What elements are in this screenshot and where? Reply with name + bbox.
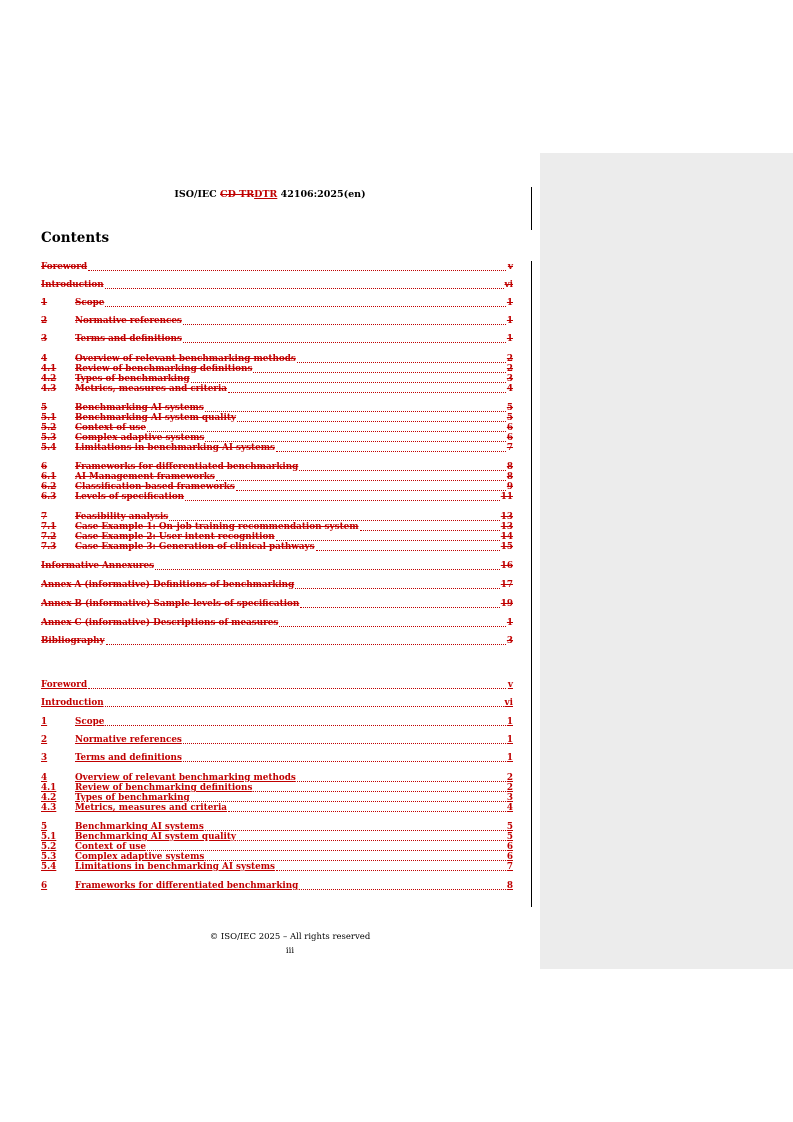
toc-entry-page: 2: [506, 783, 513, 793]
toc-entry-number: 7: [41, 512, 48, 522]
toc-leader-dots: [276, 450, 506, 452]
toc-entry-number: 6.3: [41, 492, 57, 502]
toc-entry-title: Levels of specification: [75, 492, 185, 502]
toc-entry-number: 4.2: [41, 793, 57, 803]
toc-entry-title: Scope: [75, 298, 105, 308]
toc-leader-dots: [88, 269, 506, 271]
toc-entry-title: Overview of relevant benchmarking methods: [75, 354, 296, 364]
toc-entry-page: 19: [500, 599, 513, 609]
toc-entry-number: 6: [41, 881, 48, 891]
toc-entry-number: 1: [41, 717, 48, 727]
toc-leader-dots: [295, 587, 500, 589]
toc-entry-page: 5: [506, 403, 513, 413]
toc-entry-number: 5.2: [41, 423, 57, 433]
toc-entry-title: Types of benchmarking: [75, 793, 190, 803]
toc-entry-title: Frameworks for differentiated benchmarking: [75, 881, 299, 891]
toc-entry-page: 6: [506, 423, 513, 433]
toc-entry-page: 15: [500, 542, 513, 552]
toc-entry-title: Foreword: [41, 262, 88, 272]
toc-entry-page: 13: [500, 512, 513, 522]
toc-entry-page: 5: [506, 822, 513, 832]
toc-entry-page: 2: [506, 354, 513, 364]
toc-leader-dots: [105, 305, 506, 307]
toc-entry[interactable]: [41, 490, 513, 503]
toc-entry-title: Benchmarking AI system quality: [75, 413, 237, 423]
toc-entry[interactable]: [41, 860, 513, 873]
toc-entry-title: Context of use: [75, 842, 146, 852]
toc-entry-title: Limitations in benchmarking AI systems: [75, 443, 275, 453]
toc-entry-number: 4.3: [41, 384, 57, 394]
toc-entry-page: 4: [506, 803, 513, 813]
toc-leader-dots: [105, 705, 504, 707]
toc-leader-dots: [279, 625, 506, 627]
toc-leader-dots: [316, 549, 500, 551]
toc-leader-dots: [183, 742, 506, 744]
toc-entry-title: Limitations in benchmarking AI systems: [75, 862, 275, 872]
toc-entry[interactable]: [41, 733, 513, 746]
toc-entry-page: v: [507, 262, 513, 272]
toc-entry-page: 11: [500, 492, 513, 502]
toc-entry[interactable]: [41, 634, 513, 647]
toc-entry-page: 1: [506, 334, 513, 344]
toc-entry-page: 9: [506, 482, 513, 492]
toc-leader-dots: [185, 499, 500, 501]
toc-entry-title: Metrics, measures and criteria: [75, 384, 227, 394]
toc-entry-title: Annex C (informative) Descriptions of measures: [41, 618, 279, 628]
toc-entry[interactable]: [41, 296, 513, 309]
toc-entry-page: 14: [500, 532, 513, 542]
toc-entry-page: 1: [506, 618, 513, 628]
toc-entry-number: 6.1: [41, 472, 57, 482]
toc-entry-number: 4: [41, 354, 48, 364]
toc-entry-number: 2: [41, 316, 48, 326]
toc-entry[interactable]: [41, 696, 513, 709]
toc-entry-page: 8: [506, 881, 513, 891]
toc-entry-number: 1: [41, 298, 48, 308]
toc-leader-dots: [88, 687, 506, 689]
toc-entry-title: Overview of relevant benchmarking methods: [75, 773, 296, 783]
toc-entry[interactable]: [41, 678, 513, 691]
toc-entry-title: Terms and definitions: [75, 753, 182, 763]
toc-entry-page: 8: [506, 462, 513, 472]
toc-entry-title: Types of benchmarking: [75, 374, 190, 384]
toc-entry-number: 3: [41, 753, 48, 763]
toc-entry-title: Benchmarking AI systems: [75, 822, 204, 832]
toc-leader-dots: [228, 810, 506, 812]
toc-leader-dots: [155, 568, 500, 570]
toc-entry[interactable]: [41, 597, 513, 610]
toc-entry[interactable]: [41, 801, 513, 814]
toc-entry-title: Review of benchmarking definitions: [75, 364, 253, 374]
toc-entry-number: 5.3: [41, 433, 57, 443]
header-inserted-text: DTR: [254, 189, 278, 200]
toc-entry-number: 3: [41, 334, 48, 344]
toc-entry-title: Normative references: [75, 316, 182, 326]
toc-entry-number: 4.2: [41, 374, 57, 384]
toc-entry-page: 6: [506, 433, 513, 443]
toc-entry-page: vi: [504, 280, 513, 290]
toc-entry-number: 7.1: [41, 522, 57, 532]
toc-entry-title: Feasibility analysis: [75, 512, 169, 522]
toc-entry-title: Introduction: [41, 698, 104, 708]
document-header: [0, 189, 540, 200]
toc-entry-number: 4.1: [41, 364, 57, 374]
toc-entry-page: 1: [506, 298, 513, 308]
toc-entry[interactable]: [41, 278, 513, 291]
toc-entry-title: Annex B (informative) Sample levels of specification: [41, 599, 300, 609]
toc-entry-page: 2: [506, 364, 513, 374]
contents-title: Contents: [41, 230, 110, 246]
toc-leader-dots: [300, 606, 499, 608]
toc-entry-page: 1: [506, 735, 513, 745]
toc-entry-number: 5.4: [41, 862, 57, 872]
toc-entry-page: 1: [506, 753, 513, 763]
toc-entry[interactable]: [41, 578, 513, 591]
toc-entry-number: 5.4: [41, 443, 57, 453]
toc-entry-title: Terms and definitions: [75, 334, 182, 344]
toc-entry-number: 5: [41, 403, 48, 413]
toc-entry-title: Context of use: [75, 423, 146, 433]
toc-entry-number: 5.3: [41, 852, 57, 862]
toc-entry-number: 5.2: [41, 842, 57, 852]
toc-entry-title: Benchmarking AI systems: [75, 403, 204, 413]
toc-entry-page: 6: [506, 842, 513, 852]
header-suffix: 42106:2025(en): [277, 189, 366, 200]
toc-entry-number: 4.1: [41, 783, 57, 793]
toc-leader-dots: [228, 391, 506, 393]
toc-entry[interactable]: [41, 260, 513, 273]
toc-entry-title: Benchmarking AI system quality: [75, 832, 237, 842]
toc-entry-number: 6: [41, 462, 48, 472]
toc-entry-number: 4.3: [41, 803, 57, 813]
toc-entry-number: 7.2: [41, 532, 57, 542]
header-prefix: ISO/IEC: [174, 189, 221, 200]
toc-entry-page: 8: [506, 472, 513, 482]
toc-entry-number: 7.3: [41, 542, 57, 552]
toc-entry-title: Annex A (informative) Definitions of benchmarking: [41, 580, 295, 590]
toc-leader-dots: [183, 323, 506, 325]
toc-entry[interactable]: [41, 715, 513, 728]
footer-copyright: © ISO/IEC 2025 – All rights reserved: [209, 932, 371, 942]
toc-entry-page: 16: [500, 561, 513, 571]
toc-entry[interactable]: [41, 314, 513, 327]
toc-entry[interactable]: [41, 616, 513, 629]
toc-entry[interactable]: [41, 540, 513, 553]
toc-entry-title: Complex adaptive systems: [75, 433, 205, 443]
toc-entry-page: 2: [506, 773, 513, 783]
toc-entry-title: Classification-based frameworks: [75, 482, 235, 492]
toc-entry-title: Informative Annexures: [41, 561, 155, 571]
change-bar: [531, 261, 532, 907]
toc-entry-page: 4: [506, 384, 513, 394]
toc-entry-page: 13: [500, 522, 513, 532]
toc-entry-page: 7: [506, 862, 513, 872]
toc-entry-title: Review of benchmarking definitions: [75, 783, 253, 793]
toc-entry-number: 6.2: [41, 482, 57, 492]
toc-entry-page: vi: [504, 698, 513, 708]
toc-entry-page: 7: [506, 443, 513, 453]
toc-entry-page: 3: [506, 374, 513, 384]
header-deleted-text: CD TR: [220, 189, 255, 200]
toc-leader-dots: [183, 760, 506, 762]
toc-entry-title: AI Management frameworks: [75, 472, 215, 482]
toc-entry-page: 17: [500, 580, 513, 590]
toc-entry[interactable]: [41, 751, 513, 764]
toc-leader-dots: [183, 341, 506, 343]
toc-entry-page: 3: [506, 793, 513, 803]
comment-pane: [540, 153, 793, 969]
toc-entry-page: 3: [506, 636, 513, 646]
footer-page-number: iii: [285, 946, 295, 956]
toc-entry-number: 5.1: [41, 413, 57, 423]
toc-entry[interactable]: [41, 559, 513, 572]
toc-entry-title: Frameworks for differentiated benchmarking: [75, 462, 299, 472]
toc-entry-title: Bibliography: [41, 636, 105, 646]
toc-entry[interactable]: [41, 441, 513, 454]
toc-entry-page: 5: [506, 413, 513, 423]
toc-entry-number: 2: [41, 735, 48, 745]
toc-entry-title: Case Example 1: On-job training recommendation system: [75, 522, 359, 532]
toc-entry-number: 5: [41, 822, 48, 832]
toc-leader-dots: [299, 888, 506, 890]
toc-entry-number: 4: [41, 773, 48, 783]
toc-entry[interactable]: [41, 382, 513, 395]
toc-entry-title: Normative references: [75, 735, 182, 745]
toc-entry-page: 1: [506, 316, 513, 326]
toc-entry[interactable]: [41, 332, 513, 345]
toc-entry-page: 1: [506, 717, 513, 727]
toc-entry-number: 5.1: [41, 832, 57, 842]
toc-leader-dots: [106, 643, 506, 645]
toc-entry-title: Complex adaptive systems: [75, 852, 205, 862]
toc-entry-page: 6: [506, 852, 513, 862]
toc-entry-title: Case Example 3: Generation of clinical pathways: [75, 542, 315, 552]
toc-leader-dots: [276, 869, 506, 871]
toc-entry-title: Case Example 2: User intent recognition: [75, 532, 275, 542]
toc-leader-dots: [105, 724, 506, 726]
toc-leader-dots: [105, 287, 504, 289]
toc-entry-title: Introduction: [41, 280, 104, 290]
toc-entry-page: 5: [506, 832, 513, 842]
toc-entry[interactable]: [41, 879, 513, 892]
toc-entry-title: Foreword: [41, 680, 88, 690]
toc-entry-title: Metrics, measures and criteria: [75, 803, 227, 813]
toc-entry-title: Scope: [75, 717, 105, 727]
toc-entry-page: v: [507, 680, 513, 690]
